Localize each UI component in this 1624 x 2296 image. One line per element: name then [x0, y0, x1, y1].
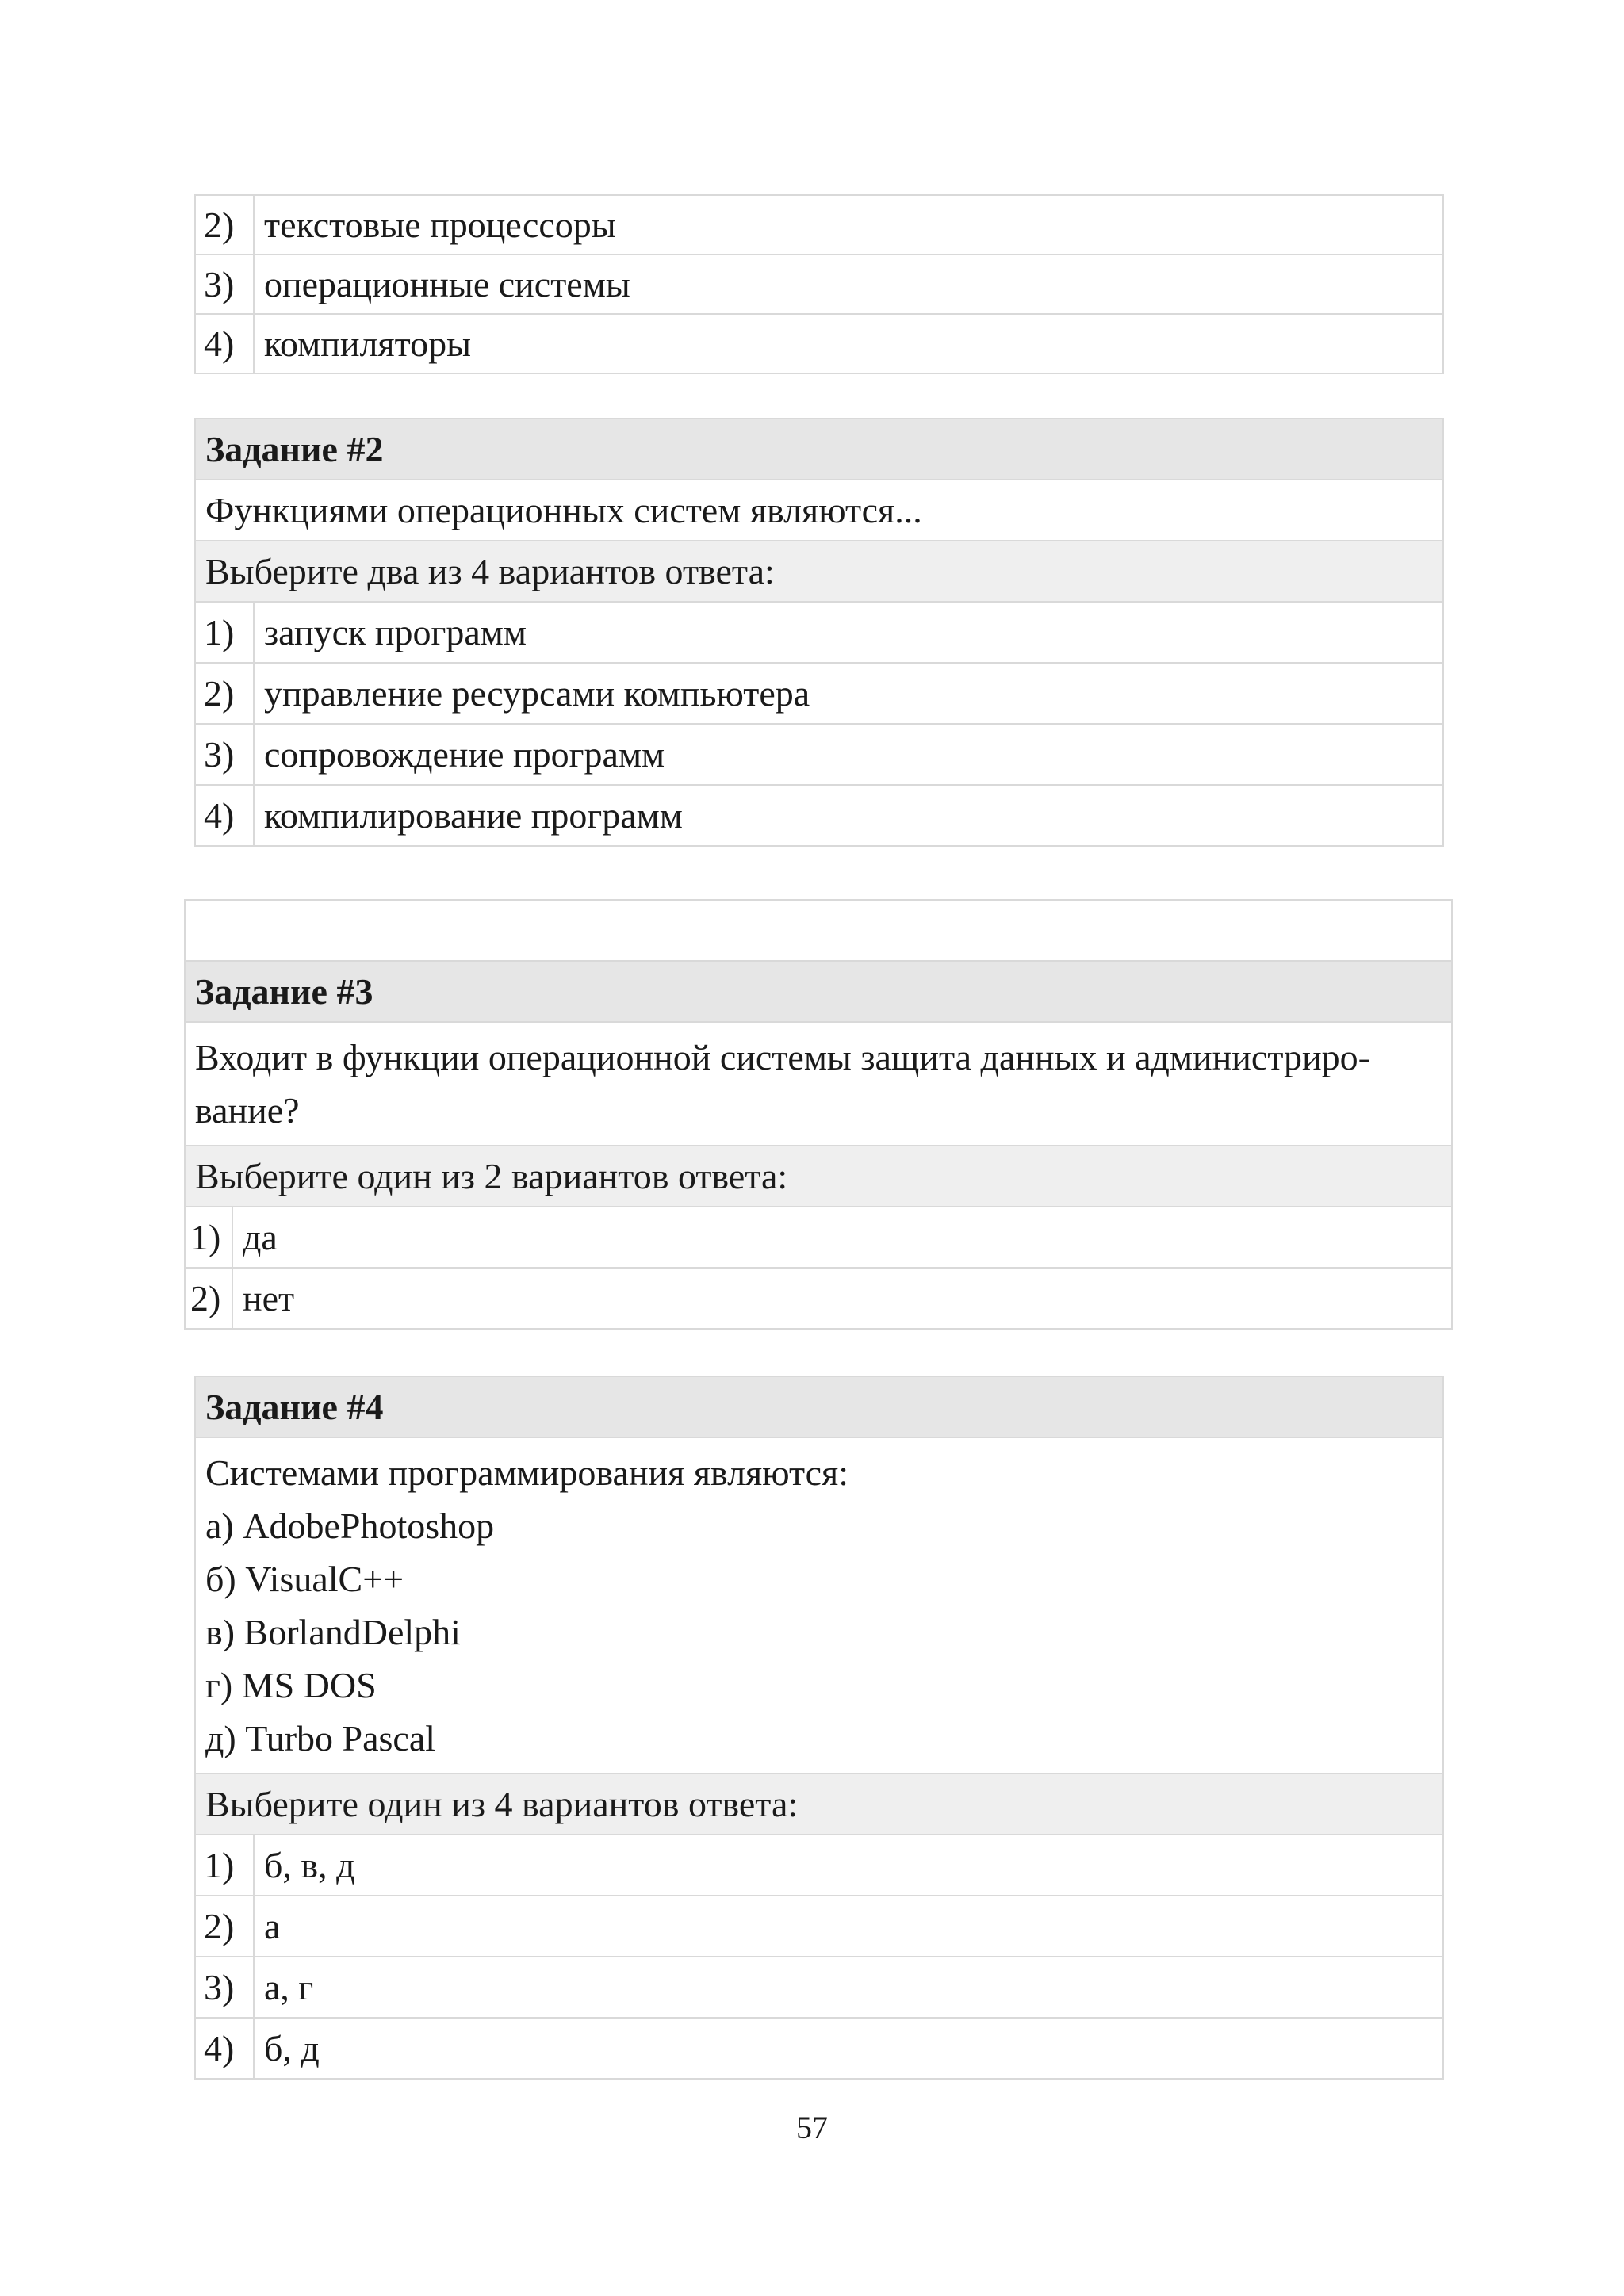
option-number: 4) — [195, 785, 254, 846]
task3-table — [184, 899, 1453, 1330]
instruction-text: Выберите два из 4 вариантов ответа: — [195, 541, 1443, 602]
option-number: 2) — [195, 663, 254, 724]
option-number: 4) — [195, 314, 254, 373]
page-number: 57 — [796, 2110, 828, 2145]
task-title: Задание #4 — [195, 1376, 1443, 1437]
option-number: 1) — [185, 1207, 232, 1268]
option-row — [195, 254, 1443, 314]
option-text: текстовые процессоры — [254, 195, 1443, 254]
choice-item: б) VisualC++ — [205, 1559, 404, 1599]
task-header-row — [185, 961, 1452, 1022]
question-text: Функциями операционных систем являются... — [195, 480, 1443, 541]
task-title: Задание #3 — [185, 961, 1452, 1022]
question-text: Системами программирования являются: — [205, 1452, 848, 1493]
instruction-row — [195, 1774, 1443, 1835]
option-text: да — [232, 1207, 1452, 1268]
option-number: 2) — [185, 1268, 232, 1329]
question-line: Входит в функции операционной системы защита данных и администриро- — [195, 1037, 1370, 1077]
option-row — [195, 2018, 1443, 2079]
option-number: 2) — [195, 195, 254, 254]
task-header-row — [195, 419, 1443, 480]
option-number: 3) — [195, 1957, 254, 2018]
instruction-row — [195, 541, 1443, 602]
choice-item: а) AdobePhotoshop — [205, 1506, 495, 1546]
option-text: сопровождение программ — [254, 724, 1443, 785]
question-cell — [195, 1437, 1443, 1774]
option-number: 1) — [195, 602, 254, 663]
option-text: нет — [232, 1268, 1452, 1329]
option-row — [185, 1207, 1452, 1268]
option-text: а — [254, 1896, 1443, 1957]
task1-options-table — [194, 194, 1444, 374]
question-line: вание? — [195, 1090, 300, 1131]
option-number: 3) — [195, 254, 254, 314]
option-number: 1) — [195, 1835, 254, 1896]
option-row — [195, 1835, 1443, 1896]
option-text: компилирование программ — [254, 785, 1443, 846]
option-row — [195, 602, 1443, 663]
question-row — [185, 1022, 1452, 1146]
empty-cell — [185, 900, 1452, 961]
option-text: компиляторы — [254, 314, 1443, 373]
option-row — [195, 1957, 1443, 2018]
task4-table — [194, 1376, 1444, 2080]
instruction-text: Выберите один из 2 вариантов ответа: — [185, 1146, 1452, 1207]
option-row — [195, 314, 1443, 373]
option-text: запуск программ — [254, 602, 1443, 663]
instruction-row — [185, 1146, 1452, 1207]
instruction-text: Выберите один из 4 вариантов ответа: — [195, 1774, 1443, 1835]
empty-row — [185, 900, 1452, 961]
choice-item: в) BorlandDelphi — [205, 1612, 461, 1652]
option-row — [185, 1268, 1452, 1329]
option-text: б, в, д — [254, 1835, 1443, 1896]
question-cell — [185, 1022, 1452, 1146]
option-text: б, д — [254, 2018, 1443, 2079]
option-row — [195, 1896, 1443, 1957]
option-text: а, г — [254, 1957, 1443, 2018]
option-text: операционные системы — [254, 254, 1443, 314]
option-number: 3) — [195, 724, 254, 785]
choice-item: г) MS DOS — [205, 1665, 377, 1705]
choice-item: д) Turbo Pascal — [205, 1718, 436, 1758]
task-title: Задание #2 — [195, 419, 1443, 480]
question-row — [195, 480, 1443, 541]
option-number: 4) — [195, 2018, 254, 2079]
option-text: управление ресурсами компьютера — [254, 663, 1443, 724]
option-row — [195, 663, 1443, 724]
option-row — [195, 785, 1443, 846]
task-header-row — [195, 1376, 1443, 1437]
option-number: 2) — [195, 1896, 254, 1957]
option-row — [195, 195, 1443, 254]
task2-table — [194, 418, 1444, 847]
question-row — [195, 1437, 1443, 1774]
option-row — [195, 724, 1443, 785]
